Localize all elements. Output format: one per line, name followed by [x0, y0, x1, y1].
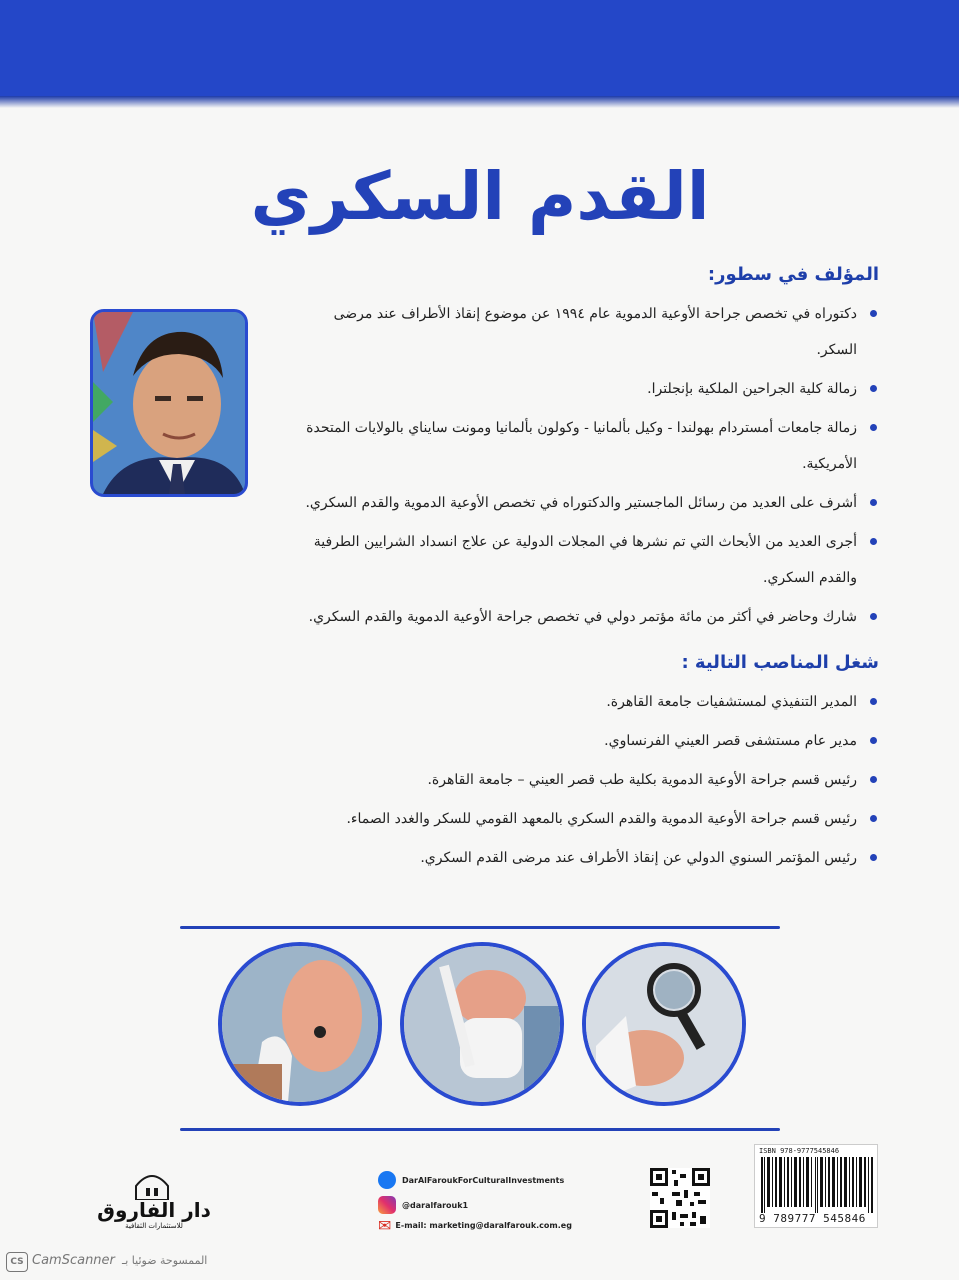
- list-item: المدير التنفيذي لمستشفيات جامعة القاهرة.: [239, 684, 879, 720]
- author-bio-list: [289, 296, 879, 638]
- list-item: رئيس قسم جراحة الأوعية الدموية والقدم السكري بالمعهد القومي للسكر والغدد الصماء.: [239, 801, 879, 837]
- author-photo: [90, 309, 248, 497]
- top-band-shadow: [0, 96, 959, 108]
- list-item: رئيس المؤتمر السنوي الدولي عن إنقاذ الأطراف عند مرضى القدم السكري.: [239, 840, 879, 876]
- scanner-note: الممسوحة ضوئيا بـ: [122, 1254, 208, 1267]
- list-item: رئيس قسم جراحة الأوعية الدموية بكلية طب قصر العيني – جامعة القاهرة.: [239, 762, 879, 798]
- scanner-watermark: [0, 1248, 250, 1274]
- foot-exam-photo-1: [218, 942, 382, 1106]
- facebook-icon: [378, 1171, 396, 1189]
- list-item: شارك وحاضر في أكثر من مائة مؤتمر دولي في تخصص جراحة الأوعية الدموية والقدم السكري.: [289, 599, 879, 635]
- foot-exam-photo-3: [582, 942, 746, 1106]
- top-color-band: [0, 0, 959, 106]
- instagram-icon: [378, 1196, 396, 1214]
- isbn-label: ISBN 978-9777545846: [759, 1147, 840, 1155]
- email-address: E-mail: marketing@daralfarouk.com.eg: [395, 1221, 572, 1230]
- isbn-barcode: [754, 1144, 878, 1228]
- isbn-digits: 9 789777 545846: [759, 1212, 866, 1225]
- facebook-contact: [378, 1171, 564, 1189]
- scanner-brand: CamScanner: [32, 1253, 115, 1268]
- list-item: مدير عام مستشفى قصر العيني الفرنساوي.: [239, 723, 879, 759]
- foot-exam-photo-2: [400, 942, 564, 1106]
- list-item: دكتوراه في تخصص جراحة الأوعية الدموية عام ١٩٩٤ عن موضوع إنقاذ الأطراف عند مرضى السكر.: [289, 296, 879, 368]
- positions-list: [239, 684, 879, 879]
- author-portrait-illustration: [93, 312, 245, 494]
- email-contact: [378, 1216, 572, 1235]
- bandaged-foot-illustration: [404, 946, 560, 1102]
- magnifier-foot-illustration: [586, 946, 742, 1102]
- foot-care-illustration: [222, 946, 378, 1102]
- list-item: أشرف على العديد من رسائل الماجستير والدكتوراه في تخصص الأوعية الدموية والقدم السكري.: [289, 485, 879, 521]
- camscanner-icon: CS: [6, 1252, 28, 1272]
- list-item: زمالة جامعات أمستردام بهولندا - وكيل بألمانيا - وكولون بألمانيا ومونت سايناي بالولايات المتحدة الأمريكية.: [289, 410, 879, 482]
- email-icon: ✉: [378, 1216, 392, 1235]
- publisher-logo: [88, 1170, 220, 1232]
- positions-section-heading: شغل المناصب التالية :: [681, 652, 879, 673]
- publisher-tagline: للاستثمارات الثقافية: [125, 1222, 183, 1230]
- facebook-handle: DarAlFaroukForCulturalInvestments: [402, 1175, 565, 1185]
- mosque-dome-icon: [132, 1170, 172, 1200]
- author-section-heading: المؤلف في سطور:: [707, 264, 879, 285]
- divider-top: [180, 926, 780, 929]
- divider-bottom: [180, 1128, 780, 1131]
- qr-code: [650, 1168, 710, 1228]
- qr-code-icon: [650, 1168, 710, 1228]
- publisher-name: دار الفاروق: [97, 1198, 211, 1222]
- list-item: زمالة كلية الجراحين الملكية بإنجلترا.: [289, 371, 879, 407]
- barcode-bars-icon: [761, 1157, 873, 1213]
- instagram-handle: @daralfarouk1: [402, 1200, 469, 1210]
- instagram-contact: [378, 1196, 468, 1214]
- list-item: أجرى العديد من الأبحاث التي تم نشرها في المجلات الدولية عن علاج انسداد الشرايين الطرفية والقدم السكري.: [289, 524, 879, 596]
- book-title: القدم السكري: [250, 158, 710, 235]
